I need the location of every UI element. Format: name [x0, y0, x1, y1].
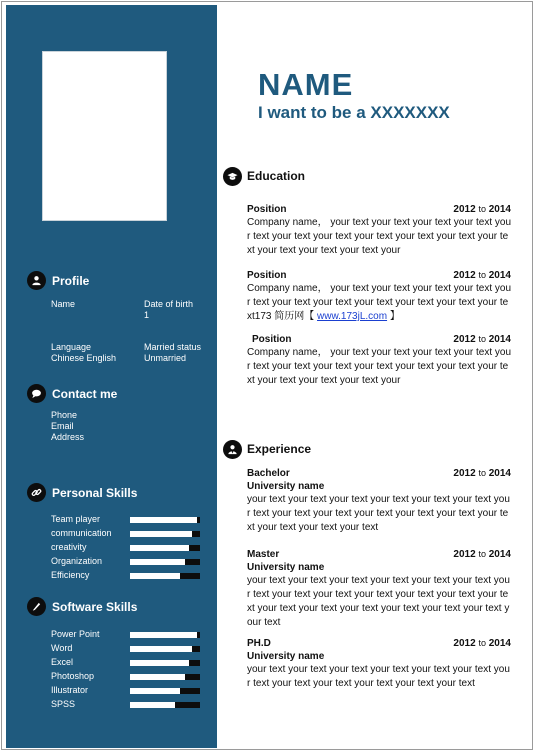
skill-label: Excel: [51, 657, 74, 667]
main-content: [217, 5, 533, 748]
education-description: Company name， your text your text your text your text your text your text your text your text your text your text your text your text your text your text your: [247, 347, 512, 386]
education-description: Company name， your text your text your text your text your text your text your text your text your text your text your text173 简历网【 www.173jL.com 】: [247, 283, 512, 322]
contact-phone: Phone: [51, 410, 78, 420]
chat-icon: [27, 384, 46, 403]
resume-name: NAME: [258, 67, 354, 102]
profile-married-label: Married status: [144, 342, 202, 352]
sidebar: [6, 5, 217, 748]
profile-language-label: Language: [51, 342, 92, 352]
contact-email: Email: [51, 421, 74, 431]
education-dates: 2012 to 2014: [453, 270, 511, 281]
skill-bar-fill: [130, 559, 185, 565]
education-dates: 2012 to 2014: [453, 334, 511, 345]
skill-bar: [130, 646, 200, 652]
profile-married-value: Unmarried: [144, 353, 187, 363]
contact-address: Address: [51, 432, 85, 442]
skill-label: communication: [51, 528, 112, 538]
person-icon: [27, 271, 46, 290]
skill-label: Word: [51, 643, 73, 653]
education-description: Company name， your text your text your text your text your text your text your text your text your text your text your text your text your text your text your: [247, 217, 512, 256]
education-position: Position: [247, 204, 287, 215]
skill-label: Efficiency: [51, 570, 90, 580]
pencil-icon: [27, 597, 46, 616]
experience-dates: 2012 to 2014: [453, 638, 511, 649]
skill-bar-fill: [130, 674, 185, 680]
experience-dates: 2012 to 2014: [453, 468, 511, 479]
education-position: Position: [247, 270, 287, 281]
skill-bar-fill: [130, 573, 180, 579]
skill-label: Power Point: [51, 629, 100, 639]
skill-bar: [130, 531, 200, 537]
website-link[interactable]: www.173jL.com: [317, 311, 388, 322]
photo-placeholder[interactable]: [42, 51, 167, 221]
personal-skills-title: Personal Skills: [52, 486, 138, 500]
skill-bar: [130, 688, 200, 694]
software-skills-title: Software Skills: [52, 600, 138, 614]
education-position: Position: [252, 334, 292, 345]
profile-title: Profile: [52, 274, 90, 288]
education-dates: 2012 to 2014: [453, 204, 511, 215]
skill-bar: [130, 660, 200, 666]
experience-title: Experience: [247, 442, 312, 456]
skill-bar: [130, 702, 200, 708]
experience-degree: PH.D: [247, 638, 271, 649]
education-entry: [247, 269, 511, 324]
experience-description: your text your text your text your text your text your text your text your text your text your text your text your text: [247, 664, 510, 689]
skill-bar-fill: [130, 545, 189, 551]
skill-label: SPSS: [51, 699, 76, 709]
skill-label: Illustrator: [51, 685, 89, 695]
education-title: Education: [247, 169, 306, 183]
contact-title: Contact me: [52, 387, 118, 401]
experience-degree: Master: [247, 549, 280, 560]
skill-bar: [130, 674, 200, 680]
skill-bar-fill: [130, 531, 192, 537]
experience-entry: [247, 548, 511, 630]
graduation-cap-icon: [223, 167, 242, 186]
skill-bar: [130, 517, 200, 523]
experience-description: your text your text your text your text your text your text your text your text your text your text your text your text your text your text your text your text: [247, 494, 510, 533]
link-icon: [27, 483, 46, 502]
profile-dob-label: Date of birth: [144, 299, 194, 309]
experience-school: University name: [247, 481, 325, 492]
experience-degree: Bachelor: [247, 468, 290, 479]
skill-bar-fill: [130, 517, 197, 523]
skill-label: creativity: [51, 542, 87, 552]
resume-tagline: I want to be a XXXXXXX: [258, 103, 450, 122]
skill-bar-fill: [130, 702, 175, 708]
resume-page: [1, 1, 533, 750]
skill-label: Team player: [51, 514, 101, 524]
experience-entry: [247, 637, 511, 691]
experience-entry: [247, 467, 511, 535]
skill-bar-fill: [130, 632, 197, 638]
skill-bar-fill: [130, 646, 192, 652]
education-entry: [247, 333, 511, 388]
skill-label: Photoshop: [51, 671, 95, 681]
profile-name-label: Name: [51, 299, 76, 309]
experience-school: University name: [247, 562, 325, 573]
skill-bar: [130, 573, 200, 579]
profile-dob-value: 1: [144, 310, 150, 320]
skill-bar: [130, 632, 200, 638]
education-entry: [247, 203, 511, 258]
profile-language-value: Chinese English: [51, 353, 117, 363]
experience-school: University name: [247, 651, 325, 662]
skill-bar: [130, 545, 200, 551]
skill-bar-fill: [130, 660, 189, 666]
experience-dates: 2012 to 2014: [453, 549, 511, 560]
skill-label: Organization: [51, 556, 103, 566]
skill-bar: [130, 559, 200, 565]
experience-description: your text your text your text your text your text your text your text your text your text your text your text your text your text your text your text your text your text your text your text your text: [247, 575, 510, 628]
person-badge-icon: [223, 440, 242, 459]
skill-bar-fill: [130, 688, 180, 694]
